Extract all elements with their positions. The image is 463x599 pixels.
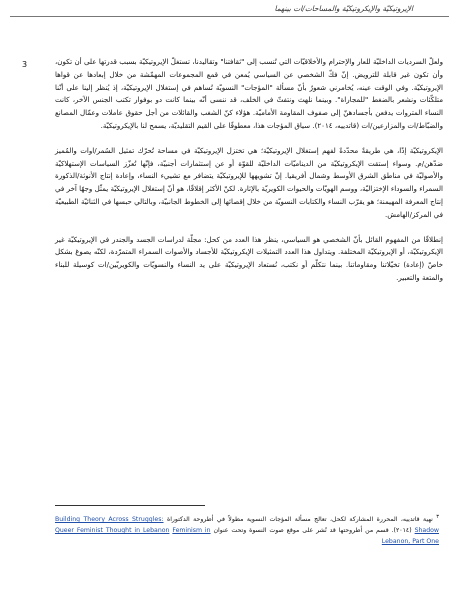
body-text	[55, 56, 443, 297]
footnote-link-thesis-title[interactable]: Building Theory Across Struggles:	[55, 516, 164, 524]
footnote-link-shadow[interactable]: Shadow	[414, 527, 439, 535]
paragraph-3: إنطلاقًا من المفهوم القائل بأنّ الشخصي هو السياسي، ينظر هذا العدد من كحل: مجلّة لدراسات الجسد والجندر في الإيروتيكيّة غير الإيكروتيكيّة، أو الإيروتيكيّة المختلفة. ويتداول هذا العدد التمثيلات الإيكروتيكيّة للأجساد والأصوات السمراء المتمرّدة، لكنّه يصوغ بشكل خاصّ (إعادة) تخيّلاتنا ومقاوماتنا. بينما نتكلّم أو نكتب، نُستعاد الإيروتيكيّة على يد النساء والنسويّات والكويريّين/ات كوسيلة للبناء والمتعة والتعبير.	[55, 234, 443, 282]
running-header: الإيروتيكيّة والإيكروتيكيّة والمساحات/ات بينهما	[274, 4, 413, 13]
paragraph-2: الإيكروتيكيّة إذًا، هي طريقةٌ محدّدةٌ لفهم إستغلال الإيروتيكيّة؛ هي تختزل الإيروتيكيّة في مساحة تُحرّك تمثيل السُمر/اوات والمُميز ضدّهن/م. وسواء إستقت الإيكروتيكيّة من الديناميّات الداخليّة للقوّة أو عن إستثمارات أجنبيّة، فإنّها تُعزّز السياسات الإستهلاكيّة والأصوليّة في مناطق الشرق الأوسط وشمال أفريقيا. إنّ تشويهها للإيروتيكيّة يتضافر مع تشييء النساء، وإعادة إنتاج الأنوثة/الذكورة السمراء والسوداء الإختزاليّة، ووسم الهويّات والحيوات الكويريّة بالإثارة. لكنّ الأكثر إقلاقًا، هو أنّ إستغلال الإيروتيكيّة يمثّل وجهًا آخر في إنتاج المعرفة المهيمنة؛ هو يقرّب النساء والكتابات النسويّة من خلال إقصائها إلى الخطوط الجانبيّة، وبالتالي حبسها في الثنائيّة الطبيعيّة في المركز/الهامش.	[55, 145, 443, 219]
footnote-marker: ٣	[436, 514, 440, 520]
footnote-text-mid: (٢٠١٤). قسم من أطروحتها قد نُشر على موقع صوت النسوة وتحت عنوان	[213, 527, 412, 535]
paragraph-1: ولعلّ السرديات الداخليّة للعار والإحترام والأخلاقيّات التي تُنسب إلى "ثقافتنا" وتقاليدنا، تستغلّ الإيروتيكيّة بسبب قدرتها على أن تكون، وأن تكون غير قابلة للترويض. إنّ فكّ الشخصي عن السياسي يُمعن في قمع المجموعات المهمّشة من خلال إبعادها عن قواها الإيروتيكيّة. وفي الوقت عينه، يُخامرني شعورٌ بأنّ مسألة "المؤجات" النسويّة تُساهم في إستغلال الإيروتيكيّة، إذ يُنظر إلينا على أنّنا متلكّئات ونشعر بالضغط "للمجاراة". وبينما نلهث ونتفتّ في الخلف، قد ننسى أنّه بينما كانت دو بوفوار تكتب الجنس الآخر، كانت النساء المتروات يدفعن بأجسادهنّ إلى صفوف المقاومة الأماميّة. هؤلاء كنّ الشغب والقائلات من أجل حقوق عاملات وعمّال المصانع والضبّاط/ات والمزارعين/ات (قاتدييه، ٢٠١٤). سياق المؤجات هذا، معطوفًا على القيم التقليديّة، يسمح لنا بالإيكروتيكيّة.	[55, 57, 443, 130]
footnote-text-prefix: نهية قاتدييه، المحررة المشاركة لكحل، تعالج مسألة المؤجات النسوية مطولاً في أطروحة الدكتوراة	[166, 516, 433, 524]
footnote-link-queer-feminist[interactable]: Queer Feminist Thought in Lebanon	[55, 527, 170, 535]
footnote-rule	[55, 505, 205, 506]
header-rule	[10, 16, 449, 17]
footnote	[55, 512, 439, 547]
page-number: 3	[22, 60, 28, 69]
footnote-link-feminism-lebanon[interactable]: Feminism in Lebanon, Part One	[172, 527, 439, 546]
